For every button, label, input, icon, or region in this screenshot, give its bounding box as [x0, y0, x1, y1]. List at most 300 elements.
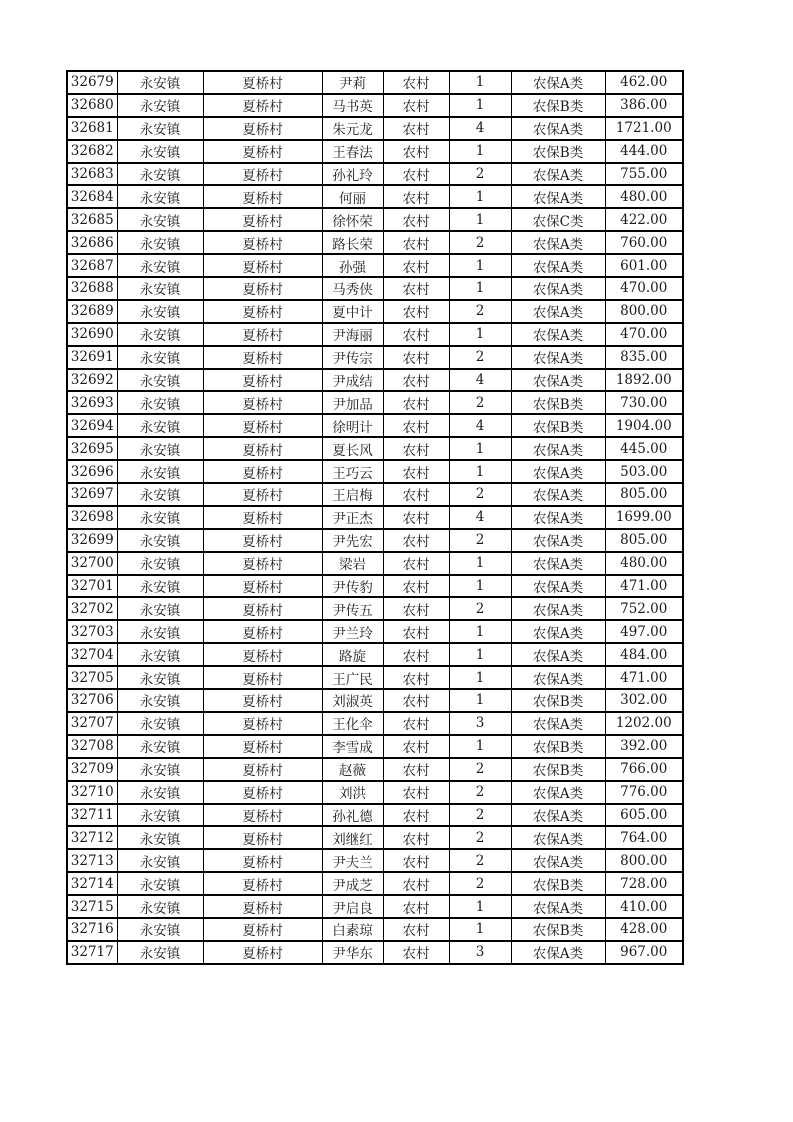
- cell-amount: 805.00: [605, 483, 683, 506]
- cell-town: 永安镇: [117, 94, 203, 117]
- cell-insurance-type: 农保B类: [511, 872, 605, 895]
- cell-residence-type: 农村: [383, 163, 449, 186]
- cell-town: 永安镇: [117, 849, 203, 872]
- cell-insurance-type: 农保A类: [511, 300, 605, 323]
- cell-residence-type: 农村: [383, 323, 449, 346]
- cell-residence-type: 农村: [383, 346, 449, 369]
- cell-village: 夏桥村: [203, 300, 322, 323]
- cell-name: 尹成结: [322, 369, 383, 392]
- cell-amount: 1202.00: [605, 712, 683, 735]
- cell-insurance-type: 农保A类: [511, 231, 605, 254]
- cell-residence-type: 农村: [383, 666, 449, 689]
- cell-record-id: 32679: [67, 71, 117, 94]
- cell-person-count: 2: [449, 346, 511, 369]
- cell-record-id: 32698: [67, 506, 117, 529]
- cell-residence-type: 农村: [383, 140, 449, 163]
- cell-insurance-type: 农保A类: [511, 552, 605, 575]
- cell-person-count: 1: [449, 643, 511, 666]
- cell-amount: 471.00: [605, 575, 683, 598]
- cell-amount: 764.00: [605, 826, 683, 849]
- table-row: [67, 117, 683, 140]
- cell-record-id: 32685: [67, 208, 117, 231]
- cell-person-count: 2: [449, 826, 511, 849]
- cell-residence-type: 农村: [383, 849, 449, 872]
- cell-town: 永安镇: [117, 529, 203, 552]
- cell-village: 夏桥村: [203, 826, 322, 849]
- table-row: [67, 460, 683, 483]
- table-row: [67, 826, 683, 849]
- table-row: [67, 666, 683, 689]
- cell-name: 尹海丽: [322, 323, 383, 346]
- cell-name: 王化伞: [322, 712, 383, 735]
- cell-town: 永安镇: [117, 781, 203, 804]
- cell-record-id: 32702: [67, 597, 117, 620]
- cell-village: 夏桥村: [203, 231, 322, 254]
- table-row: [67, 735, 683, 758]
- cell-record-id: 32705: [67, 666, 117, 689]
- cell-residence-type: 农村: [383, 483, 449, 506]
- cell-amount: 967.00: [605, 941, 683, 964]
- table-row: [67, 437, 683, 460]
- cell-town: 永安镇: [117, 506, 203, 529]
- cell-amount: 503.00: [605, 460, 683, 483]
- cell-amount: 800.00: [605, 849, 683, 872]
- cell-insurance-type: 农保A类: [511, 804, 605, 827]
- cell-name: 王春法: [322, 140, 383, 163]
- cell-amount: 1721.00: [605, 117, 683, 140]
- cell-record-id: 32707: [67, 712, 117, 735]
- table-row: [67, 941, 683, 964]
- cell-name: 孙礼玲: [322, 163, 383, 186]
- cell-record-id: 32700: [67, 552, 117, 575]
- cell-name: 王启梅: [322, 483, 383, 506]
- cell-person-count: 1: [449, 254, 511, 277]
- cell-name: 尹华东: [322, 941, 383, 964]
- cell-name: 刘继红: [322, 826, 383, 849]
- cell-person-count: 1: [449, 277, 511, 300]
- cell-town: 永安镇: [117, 643, 203, 666]
- cell-village: 夏桥村: [203, 483, 322, 506]
- cell-name: 朱元龙: [322, 117, 383, 140]
- cell-person-count: 1: [449, 71, 511, 94]
- cell-village: 夏桥村: [203, 689, 322, 712]
- cell-town: 永安镇: [117, 391, 203, 414]
- cell-town: 永安镇: [117, 758, 203, 781]
- table-row: [67, 140, 683, 163]
- cell-amount: 497.00: [605, 620, 683, 643]
- cell-record-id: 32701: [67, 575, 117, 598]
- cell-person-count: 4: [449, 414, 511, 437]
- cell-amount: 470.00: [605, 277, 683, 300]
- cell-name: 尹正杰: [322, 506, 383, 529]
- cell-record-id: 32681: [67, 117, 117, 140]
- cell-insurance-type: 农保A类: [511, 277, 605, 300]
- cell-residence-type: 农村: [383, 552, 449, 575]
- cell-amount: 470.00: [605, 323, 683, 346]
- table-row: [67, 804, 683, 827]
- table-row: [67, 758, 683, 781]
- cell-residence-type: 农村: [383, 895, 449, 918]
- cell-record-id: 32691: [67, 346, 117, 369]
- table-row: [67, 346, 683, 369]
- cell-name: 尹加品: [322, 391, 383, 414]
- cell-residence-type: 农村: [383, 781, 449, 804]
- cell-insurance-type: 农保A类: [511, 666, 605, 689]
- cell-insurance-type: 农保A类: [511, 849, 605, 872]
- cell-insurance-type: 农保A类: [511, 620, 605, 643]
- cell-insurance-type: 农保A类: [511, 529, 605, 552]
- cell-village: 夏桥村: [203, 941, 322, 964]
- cell-residence-type: 农村: [383, 826, 449, 849]
- table-row: [67, 208, 683, 231]
- cell-name: 白素琼: [322, 918, 383, 941]
- cell-residence-type: 农村: [383, 941, 449, 964]
- cell-amount: 410.00: [605, 895, 683, 918]
- cell-name: 尹夫兰: [322, 849, 383, 872]
- cell-town: 永安镇: [117, 597, 203, 620]
- cell-village: 夏桥村: [203, 71, 322, 94]
- cell-amount: 422.00: [605, 208, 683, 231]
- cell-person-count: 1: [449, 689, 511, 712]
- cell-amount: 428.00: [605, 918, 683, 941]
- table-row: [67, 94, 683, 117]
- cell-village: 夏桥村: [203, 781, 322, 804]
- cell-residence-type: 农村: [383, 185, 449, 208]
- cell-person-count: 1: [449, 460, 511, 483]
- cell-record-id: 32693: [67, 391, 117, 414]
- cell-person-count: 1: [449, 552, 511, 575]
- table-row: [67, 575, 683, 598]
- cell-village: 夏桥村: [203, 208, 322, 231]
- table-row: [67, 506, 683, 529]
- cell-residence-type: 农村: [383, 231, 449, 254]
- cell-town: 永安镇: [117, 185, 203, 208]
- cell-village: 夏桥村: [203, 277, 322, 300]
- cell-residence-type: 农村: [383, 437, 449, 460]
- table-row: [67, 185, 683, 208]
- cell-amount: 444.00: [605, 140, 683, 163]
- table-row: [67, 414, 683, 437]
- cell-town: 永安镇: [117, 552, 203, 575]
- cell-insurance-type: 农保A类: [511, 369, 605, 392]
- cell-person-count: 2: [449, 529, 511, 552]
- cell-person-count: 1: [449, 437, 511, 460]
- cell-village: 夏桥村: [203, 391, 322, 414]
- cell-residence-type: 农村: [383, 506, 449, 529]
- cell-town: 永安镇: [117, 918, 203, 941]
- table-row: [67, 849, 683, 872]
- cell-insurance-type: 农保B类: [511, 140, 605, 163]
- cell-name: 尹成芝: [322, 872, 383, 895]
- cell-person-count: 2: [449, 758, 511, 781]
- cell-name: 孙强: [322, 254, 383, 277]
- cell-town: 永安镇: [117, 483, 203, 506]
- cell-village: 夏桥村: [203, 872, 322, 895]
- cell-record-id: 32692: [67, 369, 117, 392]
- cell-amount: 755.00: [605, 163, 683, 186]
- cell-record-id: 32694: [67, 414, 117, 437]
- cell-village: 夏桥村: [203, 735, 322, 758]
- cell-village: 夏桥村: [203, 849, 322, 872]
- cell-residence-type: 农村: [383, 369, 449, 392]
- cell-record-id: 32706: [67, 689, 117, 712]
- cell-village: 夏桥村: [203, 140, 322, 163]
- table-row: [67, 277, 683, 300]
- table-row: [67, 643, 683, 666]
- cell-name: 李雪成: [322, 735, 383, 758]
- table-row: [67, 781, 683, 804]
- table-row: [67, 918, 683, 941]
- cell-person-count: 1: [449, 918, 511, 941]
- cell-village: 夏桥村: [203, 117, 322, 140]
- cell-village: 夏桥村: [203, 529, 322, 552]
- cell-insurance-type: 农保A类: [511, 71, 605, 94]
- table-row: [67, 483, 683, 506]
- cell-insurance-type: 农保B类: [511, 94, 605, 117]
- cell-amount: 601.00: [605, 254, 683, 277]
- cell-village: 夏桥村: [203, 575, 322, 598]
- cell-residence-type: 农村: [383, 71, 449, 94]
- cell-person-count: 2: [449, 391, 511, 414]
- cell-town: 永安镇: [117, 437, 203, 460]
- cell-residence-type: 农村: [383, 620, 449, 643]
- cell-town: 永安镇: [117, 163, 203, 186]
- cell-name: 尹传豹: [322, 575, 383, 598]
- cell-residence-type: 农村: [383, 758, 449, 781]
- cell-record-id: 32713: [67, 849, 117, 872]
- cell-residence-type: 农村: [383, 117, 449, 140]
- cell-town: 永安镇: [117, 689, 203, 712]
- cell-record-id: 32714: [67, 872, 117, 895]
- cell-residence-type: 农村: [383, 918, 449, 941]
- cell-village: 夏桥村: [203, 346, 322, 369]
- cell-record-id: 32688: [67, 277, 117, 300]
- cell-insurance-type: 农保A类: [511, 597, 605, 620]
- cell-name: 徐怀荣: [322, 208, 383, 231]
- cell-person-count: 2: [449, 781, 511, 804]
- table-row: [67, 872, 683, 895]
- cell-insurance-type: 农保A类: [511, 460, 605, 483]
- cell-residence-type: 农村: [383, 735, 449, 758]
- cell-amount: 760.00: [605, 231, 683, 254]
- cell-name: 尹莉: [322, 71, 383, 94]
- cell-amount: 462.00: [605, 71, 683, 94]
- table-row: [67, 369, 683, 392]
- table-body: [67, 71, 683, 964]
- cell-amount: 1699.00: [605, 506, 683, 529]
- cell-record-id: 32711: [67, 804, 117, 827]
- cell-village: 夏桥村: [203, 804, 322, 827]
- cell-town: 永安镇: [117, 460, 203, 483]
- cell-name: 徐明计: [322, 414, 383, 437]
- cell-name: 尹传五: [322, 597, 383, 620]
- cell-record-id: 32699: [67, 529, 117, 552]
- cell-town: 永安镇: [117, 300, 203, 323]
- cell-name: 何丽: [322, 185, 383, 208]
- cell-amount: 445.00: [605, 437, 683, 460]
- cell-record-id: 32686: [67, 231, 117, 254]
- cell-town: 永安镇: [117, 712, 203, 735]
- cell-record-id: 32715: [67, 895, 117, 918]
- cell-village: 夏桥村: [203, 414, 322, 437]
- cell-record-id: 32710: [67, 781, 117, 804]
- cell-residence-type: 农村: [383, 300, 449, 323]
- cell-village: 夏桥村: [203, 437, 322, 460]
- cell-person-count: 1: [449, 140, 511, 163]
- cell-person-count: 2: [449, 872, 511, 895]
- cell-residence-type: 农村: [383, 689, 449, 712]
- cell-person-count: 1: [449, 575, 511, 598]
- cell-town: 永安镇: [117, 620, 203, 643]
- cell-insurance-type: 农保A类: [511, 941, 605, 964]
- cell-village: 夏桥村: [203, 552, 322, 575]
- cell-insurance-type: 农保B类: [511, 689, 605, 712]
- cell-name: 刘淑英: [322, 689, 383, 712]
- cell-person-count: 3: [449, 712, 511, 735]
- cell-record-id: 32696: [67, 460, 117, 483]
- cell-person-count: 1: [449, 94, 511, 117]
- cell-insurance-type: 农保B类: [511, 391, 605, 414]
- table-row: [67, 300, 683, 323]
- cell-insurance-type: 农保A类: [511, 575, 605, 598]
- cell-town: 永安镇: [117, 208, 203, 231]
- cell-village: 夏桥村: [203, 643, 322, 666]
- cell-village: 夏桥村: [203, 620, 322, 643]
- cell-amount: 471.00: [605, 666, 683, 689]
- cell-village: 夏桥村: [203, 666, 322, 689]
- table-row: [67, 689, 683, 712]
- table-row: [67, 163, 683, 186]
- cell-insurance-type: 农保A类: [511, 437, 605, 460]
- cell-record-id: 32697: [67, 483, 117, 506]
- cell-village: 夏桥村: [203, 163, 322, 186]
- cell-town: 永安镇: [117, 231, 203, 254]
- cell-insurance-type: 农保A类: [511, 643, 605, 666]
- cell-residence-type: 农村: [383, 460, 449, 483]
- cell-name: 马书英: [322, 94, 383, 117]
- cell-record-id: 32687: [67, 254, 117, 277]
- table-row: [67, 895, 683, 918]
- cell-record-id: 32684: [67, 185, 117, 208]
- cell-person-count: 1: [449, 323, 511, 346]
- cell-amount: 605.00: [605, 804, 683, 827]
- cell-person-count: 2: [449, 300, 511, 323]
- cell-town: 永安镇: [117, 71, 203, 94]
- data-table: [66, 70, 684, 965]
- cell-name: 王广民: [322, 666, 383, 689]
- cell-name: 尹传宗: [322, 346, 383, 369]
- cell-person-count: 3: [449, 941, 511, 964]
- cell-person-count: 2: [449, 849, 511, 872]
- cell-name: 赵薇: [322, 758, 383, 781]
- cell-person-count: 1: [449, 666, 511, 689]
- cell-amount: 728.00: [605, 872, 683, 895]
- table-row: [67, 552, 683, 575]
- cell-record-id: 32680: [67, 94, 117, 117]
- cell-amount: 1892.00: [605, 369, 683, 392]
- cell-person-count: 2: [449, 483, 511, 506]
- cell-village: 夏桥村: [203, 94, 322, 117]
- cell-amount: 484.00: [605, 643, 683, 666]
- cell-record-id: 32709: [67, 758, 117, 781]
- cell-name: 王巧云: [322, 460, 383, 483]
- cell-name: 尹先宏: [322, 529, 383, 552]
- cell-town: 永安镇: [117, 872, 203, 895]
- cell-town: 永安镇: [117, 323, 203, 346]
- cell-town: 永安镇: [117, 117, 203, 140]
- cell-residence-type: 农村: [383, 254, 449, 277]
- cell-town: 永安镇: [117, 414, 203, 437]
- table-row: [67, 597, 683, 620]
- cell-village: 夏桥村: [203, 369, 322, 392]
- cell-name: 刘洪: [322, 781, 383, 804]
- cell-residence-type: 农村: [383, 575, 449, 598]
- cell-village: 夏桥村: [203, 597, 322, 620]
- cell-village: 夏桥村: [203, 323, 322, 346]
- cell-person-count: 1: [449, 208, 511, 231]
- table-row: [67, 391, 683, 414]
- cell-insurance-type: 农保A类: [511, 506, 605, 529]
- cell-insurance-type: 农保A类: [511, 323, 605, 346]
- cell-insurance-type: 农保A类: [511, 185, 605, 208]
- cell-town: 永安镇: [117, 346, 203, 369]
- cell-amount: 302.00: [605, 689, 683, 712]
- cell-amount: 480.00: [605, 552, 683, 575]
- cell-record-id: 32690: [67, 323, 117, 346]
- cell-amount: 386.00: [605, 94, 683, 117]
- cell-name: 路旋: [322, 643, 383, 666]
- table-row: [67, 712, 683, 735]
- cell-town: 永安镇: [117, 826, 203, 849]
- cell-village: 夏桥村: [203, 712, 322, 735]
- cell-person-count: 1: [449, 735, 511, 758]
- cell-person-count: 2: [449, 804, 511, 827]
- cell-village: 夏桥村: [203, 895, 322, 918]
- cell-amount: 392.00: [605, 735, 683, 758]
- cell-insurance-type: 农保A类: [511, 346, 605, 369]
- cell-residence-type: 农村: [383, 391, 449, 414]
- table-row: [67, 323, 683, 346]
- cell-record-id: 32716: [67, 918, 117, 941]
- cell-residence-type: 农村: [383, 94, 449, 117]
- cell-person-count: 1: [449, 895, 511, 918]
- cell-amount: 730.00: [605, 391, 683, 414]
- cell-village: 夏桥村: [203, 185, 322, 208]
- cell-name: 梁岩: [322, 552, 383, 575]
- cell-residence-type: 农村: [383, 529, 449, 552]
- cell-town: 永安镇: [117, 895, 203, 918]
- cell-record-id: 32683: [67, 163, 117, 186]
- table-row: [67, 254, 683, 277]
- cell-record-id: 32695: [67, 437, 117, 460]
- cell-residence-type: 农村: [383, 597, 449, 620]
- cell-insurance-type: 农保B类: [511, 918, 605, 941]
- cell-insurance-type: 农保A类: [511, 483, 605, 506]
- cell-insurance-type: 农保A类: [511, 163, 605, 186]
- cell-residence-type: 农村: [383, 712, 449, 735]
- cell-insurance-type: 农保B类: [511, 414, 605, 437]
- cell-person-count: 2: [449, 231, 511, 254]
- table-row: [67, 620, 683, 643]
- cell-amount: 776.00: [605, 781, 683, 804]
- cell-town: 永安镇: [117, 254, 203, 277]
- cell-person-count: 1: [449, 185, 511, 208]
- cell-record-id: 32717: [67, 941, 117, 964]
- cell-residence-type: 农村: [383, 643, 449, 666]
- cell-town: 永安镇: [117, 277, 203, 300]
- cell-amount: 766.00: [605, 758, 683, 781]
- cell-amount: 1904.00: [605, 414, 683, 437]
